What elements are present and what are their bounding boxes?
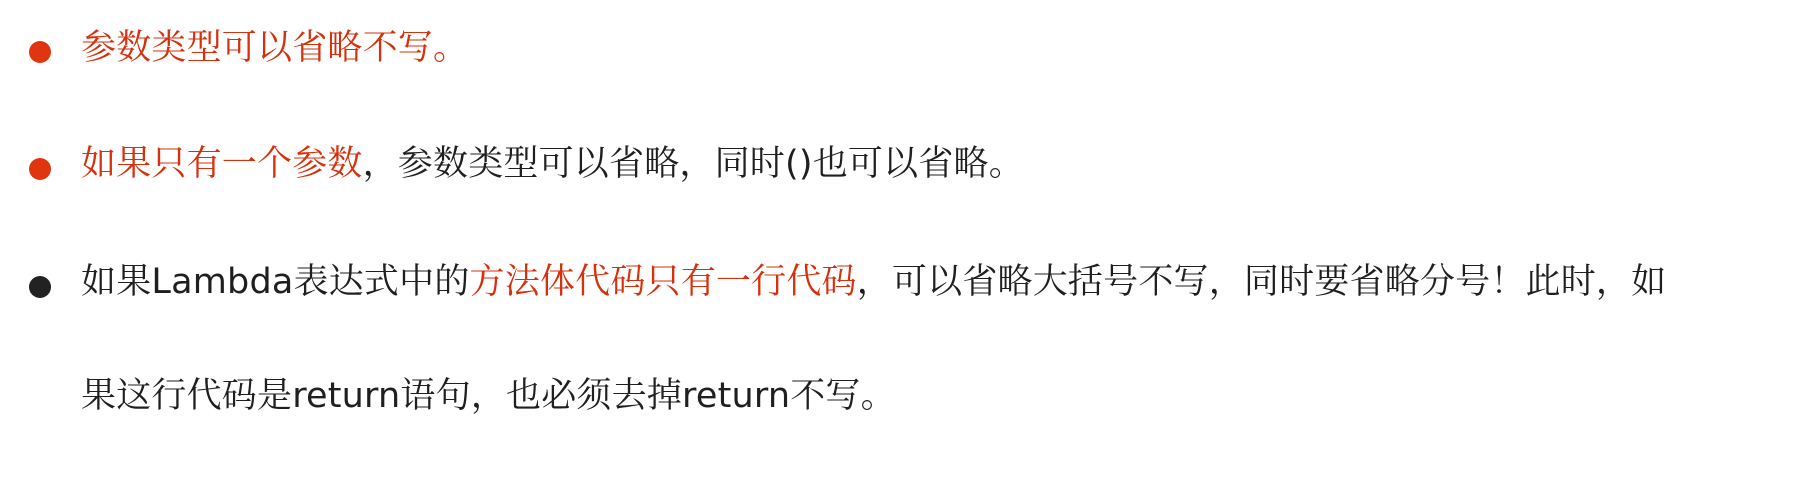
highlight-text: 参数类型可以省略不写。 bbox=[81, 28, 469, 68]
bullet-text-line-2 bbox=[81, 372, 896, 420]
body-text: ，可以省略大括号不写，同时要省略分号！此时，如 bbox=[856, 262, 1667, 302]
highlight-text: 如果只有一个参数 bbox=[81, 144, 363, 184]
body-text: ，参数类型可以省略，同时()也可以省略。 bbox=[362, 144, 1024, 184]
bullet-text bbox=[81, 140, 1024, 188]
highlight-text: 方法体代码只有一行代码 bbox=[469, 262, 857, 302]
bullet-text bbox=[81, 24, 468, 72]
bullet-dot bbox=[29, 276, 51, 298]
bullet-dot bbox=[29, 41, 51, 63]
body-text: 果这行代码是return语句，也必须去掉return不写。 bbox=[81, 376, 896, 416]
bullet-text-line-1 bbox=[81, 258, 1666, 306]
body-text: 如果Lambda表达式中的 bbox=[81, 262, 470, 302]
bullet-dot bbox=[29, 158, 51, 180]
